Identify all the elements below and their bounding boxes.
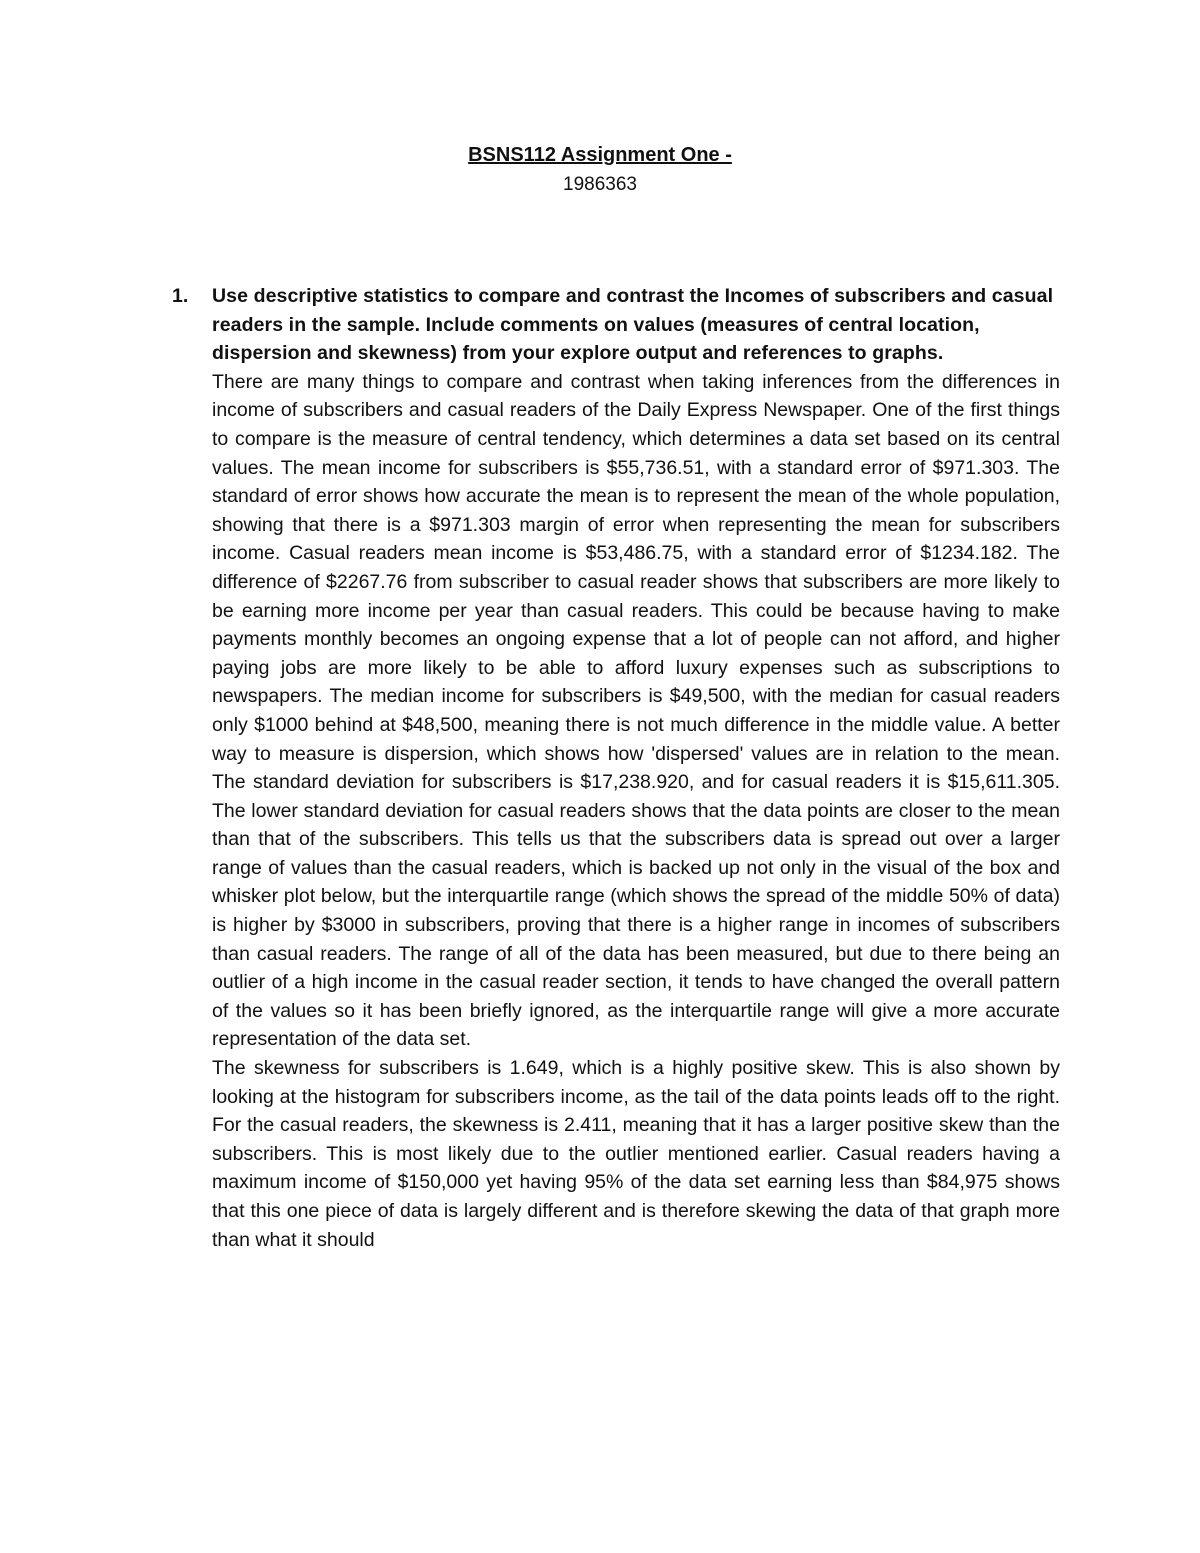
answer-paragraph: The skewness for subscribers is 1.649, which is a highly positive skew. This is also shown by looking at the histogram for subscribers income, as the tail of the data points leads off to the right. For the casual readers, the skewness is 2.411, meaning that it has a larger positive skew than the subscribers. This is most likely due to the outlier mentioned earlier. Casual readers having a maximum income of $150,000 yet having 95% of the data set earning less than $84,975 shows that this one piece of data is largely different and is therefore skewing the data of that graph more than what it should	[212, 1057, 1060, 1251]
document-header	[0, 140, 1200, 200]
question-number: 1.	[172, 285, 189, 307]
question-content	[212, 282, 1060, 1254]
student-id: 1986363	[563, 174, 637, 195]
question-prompt: Use descriptive statistics to compare and contrast the Incomes of subscribers and casual readers in the sample. Include comments on values (measures of central location, dispersion and skewness) from your explore output and references to graphs.	[212, 285, 1054, 365]
answer-paragraph: There are many things to compare and contrast when taking inferences from the differences in income of subscribers and casual readers of the Daily Express Newspaper. One of the first things to compare is the measure of central tendency, which determines a data set based on its central values. The mean income for subscribers is $55,736.51, with a standard error of $971.303. The standard of error shows how accurate the mean is to represent the mean of the whole population, showing that there is a $971.303 margin of error when representing the mean for subscribers income. Casual readers mean income is $53,486.75, with a standard error of $1234.182. The difference of $2267.76 from subscriber to casual reader shows that subscribers are more likely to be earning more income per year than casual readers. This could be because having to make payments monthly becomes an ongoing expense that a lot of people can not afford, and higher paying jobs are more likely to be able to afford luxury expenses such as subscriptions to newspapers. The median income for subscribers is $49,500, with the median for casual readers only $1000 behind at $48,500, meaning there is not much difference in the middle value. A better way to measure is dispersion, which shows how 'dispersed' values are in relation to the mean. The standard deviation for subscribers is $17,238.920, and for casual readers it is $15,611.305. The lower standard deviation for casual readers shows that the data points are closer to the mean than that of the subscribers. This tells us that the subscribers data is spread out over a larger range of values than the casual readers, which is backed up not only in the visual of the box and whisker plot below, but the interquartile range (which shows the spread of the middle 50% of data) is higher by $3000 in subscribers, proving that there is a higher range in incomes of subscribers than casual readers. The range of all of the data has been measured, but due to there being an outlier of a high income in the casual reader section, it tends to have changed the overall pattern of the values so it has been briefly ignored, as the interquartile range will give a more accurate representation of the data set.	[212, 370, 1060, 1051]
document-title: BSNS112 Assignment One -	[468, 144, 732, 166]
